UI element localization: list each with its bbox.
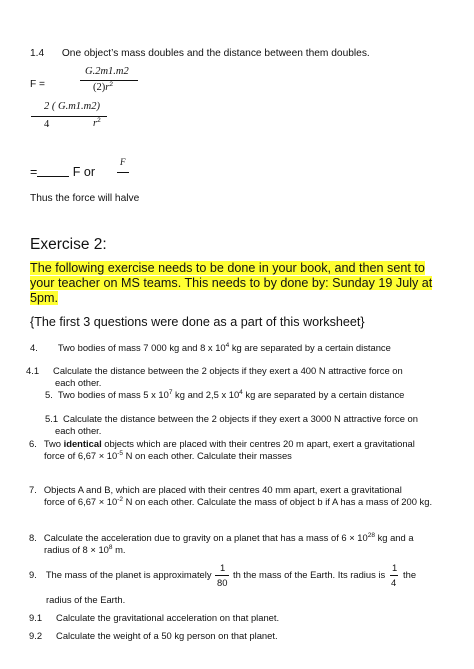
- exercise-title: Exercise 2:: [30, 236, 107, 253]
- q9-fraction-2-bar: [390, 575, 398, 576]
- conclusion-text: Thus the force will halve: [30, 193, 140, 204]
- answer-line: [30, 165, 95, 179]
- question-number: 1.4: [30, 48, 45, 59]
- exercise-note: {The first 3 questions were done as a part of this worksheet}: [30, 315, 365, 329]
- q9-mid-text: th the mass of the Earth. Its radius is: [233, 569, 386, 580]
- answer-fraction-bar: [117, 172, 129, 173]
- fraction-1-numerator: G.2m1.m2: [85, 66, 129, 77]
- question-5: 5. Two bodies of mass 5 x $10^7$ kg and 2,5 x $10^4$ kg are separated by a certain distance: [45, 389, 405, 400]
- question-4-1: 4.1 Calculate the distance between the 2 objects if they exert a 400 N attractive force on: [26, 365, 403, 376]
- question-5-1: 5.1 Calculate the distance between the 2 objects if they exert a 3000 N attractive force on: [45, 413, 418, 424]
- fraction-2-numerator: 2 ( G.m1.m2): [44, 101, 100, 112]
- highlighted-instructions: The following exercise needs to be done in your book, and then sent to your teacher on MS teams. This needs to by done by: Sunday 19 July at 5pm.: [30, 261, 433, 306]
- fraction-2-den-left: 4: [44, 119, 50, 130]
- question-9-1: 9.1 Calculate the gravitational acceleration on that planet.: [29, 612, 280, 623]
- q9-fraction-1-denominator: 80: [217, 577, 228, 588]
- fraction-2-bar: [31, 116, 107, 117]
- question-8: 8. Calculate the acceleration due to gravity on a planet that has a mass of $6 \times 10^{28}$ kg and a: [29, 532, 414, 543]
- q9-fraction-2-numerator: 1: [392, 562, 398, 573]
- question-8-line2: radius of $8 \times 10^8$ m.: [44, 544, 126, 555]
- question-7-line2: force of $6,67 \times 10^{-2}$ N on each other. Calculate the mass of object b if A has a mass of 200 kg.: [44, 496, 433, 507]
- q9-fraction-2-denominator: 4: [391, 577, 397, 588]
- question-9: 9. The mass of the planet is approximately: [29, 569, 212, 580]
- question-6-line2: force of $6,67 \times 10^{-5}$ N on each other. Calculate their masses: [44, 450, 292, 461]
- fraction-2-den-right: $r^2$: [93, 117, 101, 129]
- q9-fraction-1-bar: [215, 575, 229, 576]
- question-7: 7. Objects A and B, which are placed with their centres 40 mm apart, exert a gravitational: [29, 484, 402, 495]
- question-6: 6. Two identical objects which are placed with their centres 20 m apart, exert a gravitational: [29, 438, 415, 449]
- question-4-1-line2: each other.: [55, 377, 102, 388]
- q9-post-text: the: [403, 569, 417, 580]
- question-5-1-line2: each other.: [55, 425, 102, 436]
- equals-sign: =: [30, 165, 38, 179]
- answer-blank[interactable]: [37, 167, 69, 177]
- force-label: F =: [30, 79, 46, 90]
- question-text: One object’s mass doubles and the distance between them doubles.: [61, 48, 370, 59]
- q9-fraction-1-numerator: 1: [220, 562, 226, 573]
- question-9-2: 9.2 Calculate the weight of a 50 kg person on that planet.: [29, 630, 278, 641]
- question-9-line2: radius of the Earth.: [46, 594, 126, 605]
- fraction-1-denominator: $(2)r^2$: [93, 81, 113, 93]
- answer-mid: F or: [72, 165, 96, 179]
- exercise-instructions: [30, 261, 442, 307]
- answer-fraction-numerator: F: [120, 157, 126, 167]
- question-4: 4. Two bodies of mass 7 000 kg and 8 x $10^4$ kg are separated by a certain distance: [30, 342, 391, 353]
- emphasis-identical: identical: [63, 438, 102, 449]
- question-1-4: [30, 48, 370, 59]
